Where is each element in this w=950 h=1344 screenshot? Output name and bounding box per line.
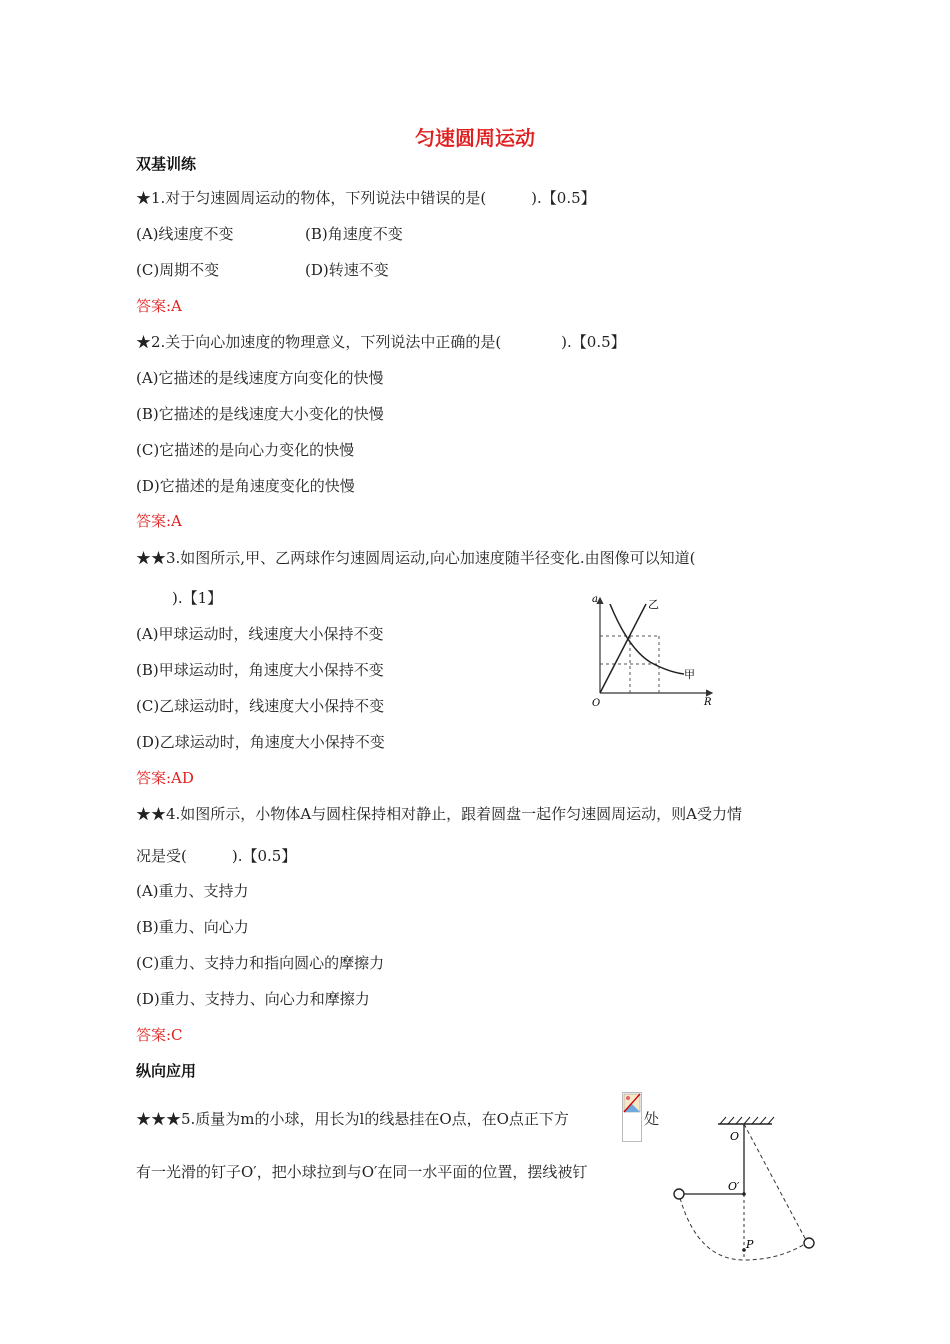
label-yi: 乙: [648, 598, 659, 611]
q5-stem-line1: ★★★5.质量为m的小球，用长为l的线悬挂在O点，在O点正下方: [136, 1110, 569, 1128]
q4-option-c: (C)重力、支持力和指向圆心的摩擦力: [136, 954, 385, 972]
origin-label: O: [592, 698, 601, 709]
q1-stem: ★1.对于匀速圆周运动的物体，下列说法中错误的是( ).【0.5】: [136, 189, 596, 207]
label-jia: 甲: [684, 668, 695, 681]
q4-answer: 答案:C: [136, 1026, 183, 1044]
label-o-prime: O′: [728, 1180, 740, 1193]
page-title: 匀速圆周运动: [415, 126, 535, 150]
q3-option-b: (B)甲球运动时，角速度大小保持不变: [136, 661, 384, 679]
q2-option-b: (B)它描述的是线速度大小变化的快慢: [136, 405, 384, 423]
q3-answer: 答案:AD: [136, 769, 194, 787]
q1-option-a: (A)线速度不变: [136, 225, 234, 243]
q3-option-c: (C)乙球运动时，线速度大小保持不变: [136, 697, 385, 715]
q3-option-d: (D)乙球运动时，角速度大小保持不变: [136, 733, 385, 751]
q1-option-b: (B)角速度不变: [305, 225, 403, 243]
broken-image-icon: [622, 1092, 642, 1142]
nail-point: [742, 1192, 746, 1196]
q5-stem-line2: 有一光滑的钉子O′，把小球拉到与O′在同一水平面的位置，摆线被钉: [136, 1163, 588, 1181]
q4-stem-line1: ★★4.如图所示，小物体A与圆柱保持相对静止，跟着圆盘一起作匀速圆周运动，则A受力情: [136, 805, 742, 823]
q4-option-a: (A)重力、支持力: [136, 882, 249, 900]
q2-option-c: (C)它描述的是向心力变化的快慢: [136, 441, 355, 459]
label-o: O: [730, 1130, 740, 1143]
label-p: P: [746, 1238, 754, 1251]
curve-jia: [610, 604, 684, 674]
ball-end: [804, 1238, 814, 1248]
q2-option-a: (A)它描述的是线速度方向变化的快慢: [136, 369, 384, 387]
q5-pendulum-figure: [668, 1112, 818, 1272]
q3-stem-line1: ★★3.如图所示,甲、乙两球作匀速圆周运动,向心加速度随半径变化.由图像可以知道(: [136, 549, 696, 567]
q1-option-c: (C)周期不变: [136, 261, 220, 279]
q2-stem: ★2.关于向心加速度的物理意义，下列说法中正确的是( ).【0.5】: [136, 333, 626, 351]
axis-label-r: R: [704, 697, 712, 708]
q4-stem-line2: 况是受( ).【0.5】: [136, 847, 297, 865]
q3-graph-figure: [588, 590, 718, 710]
axis-label-a: a: [592, 594, 598, 605]
q1-option-d: (D)转速不变: [305, 261, 389, 279]
q3-stem-line2: ).【1】: [172, 589, 223, 607]
ball-start: [674, 1189, 684, 1199]
q4-option-d: (D)重力、支持力、向心力和摩擦力: [136, 990, 370, 1008]
ceiling-hatch: [720, 1117, 774, 1124]
section-heading-basic: 双基训练: [136, 155, 197, 173]
q2-option-d: (D)它描述的是角速度变化的快慢: [136, 477, 355, 495]
q5-stem-line1-end: 处: [644, 1110, 660, 1128]
string-dashed-final: [744, 1124, 807, 1242]
section-heading-applied: 纵向应用: [136, 1062, 197, 1080]
line-yi: [600, 604, 646, 693]
q2-answer: 答案:A: [136, 512, 182, 530]
q3-option-a: (A)甲球运动时，线速度大小保持不变: [136, 625, 384, 643]
q1-answer: 答案:A: [136, 297, 182, 315]
q4-option-b: (B)重力、向心力: [136, 918, 249, 936]
